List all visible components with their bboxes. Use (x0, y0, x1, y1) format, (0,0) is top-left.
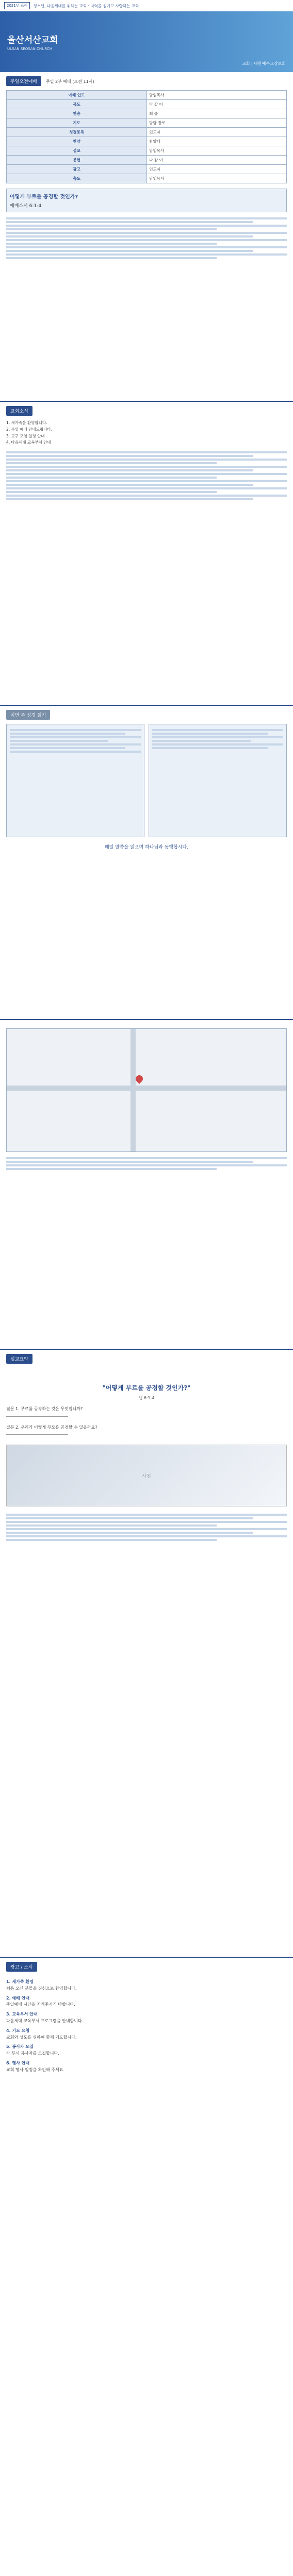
bible-note: 매일 말씀을 읽으며 하나님과 동행합시다. (104, 845, 189, 850)
worship-row (7, 156, 287, 165)
notice-item (6, 2044, 287, 2057)
worship-item-leader: 담당 장로 (147, 118, 287, 128)
worship-section (0, 72, 293, 402)
bible-right-box (149, 724, 287, 837)
worship-item-label: 묵도 (7, 100, 147, 109)
worship-item-label: 봉헌 (7, 156, 147, 165)
worship-item-leader: 담임목사 (147, 174, 287, 183)
notice-item-body: 교회 행사 일정을 확인해 주세요. (6, 2067, 65, 2072)
church-header (0, 11, 293, 72)
notice-item-body: 다음세대 교육부서 프로그램을 안내합니다. (6, 2018, 84, 2023)
worship-row (7, 165, 287, 174)
worship-item-label: 광고 (7, 165, 147, 174)
notice-item (6, 2028, 287, 2041)
news-item: 2. 주일 예배 안내드립니다. (6, 427, 53, 432)
church-map (6, 1028, 287, 1152)
church-location-pin-icon (134, 1074, 144, 1084)
worship-item-leader: 인도자 (147, 165, 287, 174)
notice-title: 광고 / 소식 (6, 1962, 37, 1972)
worship-row (7, 109, 287, 118)
worship-item-label: 예배 인도 (7, 91, 147, 100)
notice-item-body: 주일예배 시간을 지켜주시기 바랍니다. (6, 2002, 75, 2007)
motto-badge: 2021년 표어 (4, 2, 30, 9)
worship-title: 주일오전예배 (6, 76, 41, 86)
top-bar (0, 0, 293, 11)
bible-left-box (6, 724, 144, 837)
worship-item-label: 성경봉독 (7, 128, 147, 137)
sermon-header: 설교요약 (6, 1354, 32, 1364)
worship-filler (6, 217, 287, 259)
worship-item-leader: 찬양대 (147, 137, 287, 146)
church-name: 울산서산교회 (7, 35, 58, 45)
news-item: 3. 교구 모임 일정 안내 (6, 433, 45, 438)
worship-item-leader: 다 같 이 (147, 100, 287, 109)
map-section (0, 1020, 293, 1350)
notice-item-head: 4. 기도 요청 (6, 2028, 30, 2033)
worship-row (7, 174, 287, 183)
notice-section (0, 1958, 293, 2576)
sermon-section (0, 1350, 293, 1958)
sermon-title: 어떻게 부르를 공경할 것인가? (10, 194, 78, 200)
notice-item (6, 2011, 287, 2025)
sermon-summary-ref: 엡 6:1-4 (138, 1396, 155, 1400)
sermon-info-box (6, 189, 287, 212)
worship-item-label: 설교 (7, 146, 147, 156)
news-item: 4. 다음세대 교육부서 안내 (6, 440, 51, 445)
worship-row (7, 146, 287, 156)
news-item: 1. 새가족을 환영합니다. (6, 420, 47, 425)
sermon-question-1: 질문 1. 부르를 공경하는 것은 무엇입니까? (6, 1406, 287, 1419)
worship-row (7, 100, 287, 109)
worship-item-leader: 회 중 (147, 109, 287, 118)
notice-item-body: 교회와 성도를 위하여 함께 기도합시다. (6, 2035, 77, 2040)
notice-list (6, 1979, 287, 2074)
sermon-scripture: 에베소서 6:1-4 (10, 204, 42, 209)
sermon-summary-title: "어떻게 부르를 공경할 것인가?" (102, 1384, 191, 1392)
worship-item-leader: 다 같 이 (147, 156, 287, 165)
worship-order-table (6, 90, 287, 183)
notice-item-head: 6. 행사 안내 (6, 2060, 30, 2065)
notice-item (6, 1979, 287, 1992)
news-section (0, 402, 293, 706)
motto-slogan: 청소년, 다음세대를 위하는 교회 · 지역을 섬기고 사랑하는 교회 (33, 3, 139, 8)
notice-item-head: 2. 예배 안내 (6, 1995, 30, 2001)
sermon-photo: 사진 (6, 1445, 287, 1506)
church-identity: 교회 | 대한예수교장로회 (241, 61, 286, 66)
worship-item-leader: 담임목사 (147, 146, 287, 156)
worship-item-leader: 담임목사 (147, 91, 287, 100)
notice-item (6, 1995, 287, 2009)
worship-row (7, 137, 287, 146)
notice-item-head: 1. 새가족 환영 (6, 1979, 34, 1984)
church-english-name: ULSAN SEOSAN CHURCH (7, 47, 52, 51)
news-title: 교회소식 (6, 406, 32, 416)
notice-item (6, 2060, 287, 2074)
worship-subtitle: 주일 2부 예배 (오전 11시) (46, 79, 94, 84)
worship-item-leader: 인도자 (147, 128, 287, 137)
worship-item-label: 기도 (7, 118, 147, 128)
bible-title: 이번 주 성경 읽기 (6, 710, 50, 720)
worship-row (7, 91, 287, 100)
worship-item-label: 축도 (7, 174, 147, 183)
worship-row (7, 128, 287, 137)
news-list (6, 420, 287, 446)
worship-row (7, 118, 287, 128)
notice-item-body: 각 부서 봉사자를 모집합니다. (6, 2051, 59, 2056)
worship-item-label: 찬송 (7, 109, 147, 118)
notice-item-head: 5. 봉사자 모집 (6, 2044, 34, 2049)
notice-item-body: 처음 오신 분들을 진심으로 환영합니다. (6, 1986, 77, 1991)
sermon-question-2: 질문 2. 우리가 어떻게 부모를 공경할 수 있을까요? (6, 1425, 287, 1438)
notice-item-head: 3. 교육부서 안내 (6, 2012, 38, 2017)
bible-section (0, 706, 293, 1020)
worship-item-label: 찬양 (7, 137, 147, 146)
